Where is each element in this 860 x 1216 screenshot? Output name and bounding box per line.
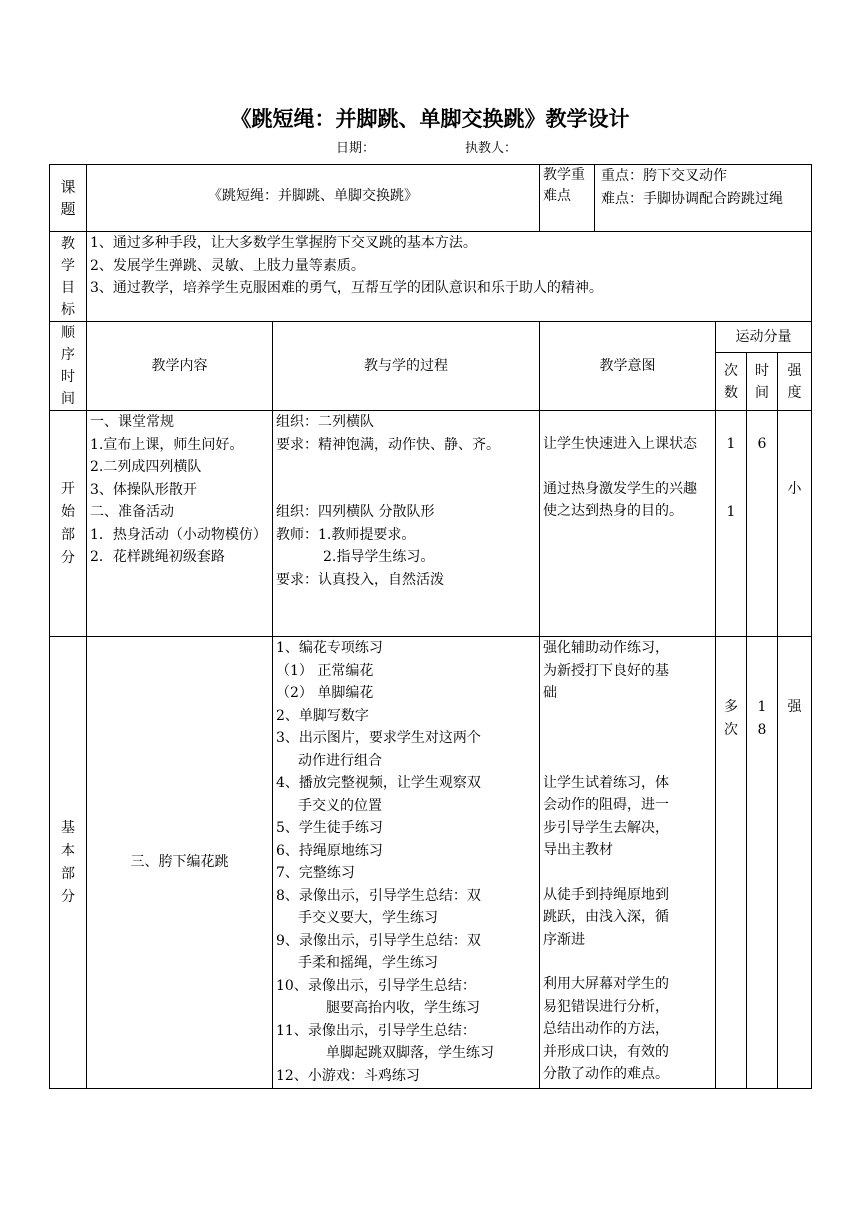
goals-label: 教学目标 (50, 232, 87, 322)
intent-text: 让学生快速进入上课状态 (543, 436, 697, 452)
col-process: 教与学的过程 (273, 322, 540, 411)
start-intensity (778, 411, 812, 637)
goals-row (50, 232, 812, 322)
intent-line: 础 (543, 685, 557, 701)
col-load: 运动分量 (716, 322, 812, 353)
intent-line: 为新授打下良好的基 (543, 662, 669, 679)
start-intent (540, 411, 716, 637)
col-content: 教学内容 (87, 322, 273, 411)
process-line: 6、持绳原地练习 (276, 842, 383, 859)
process-line: 1、编花专项练习 (276, 640, 383, 656)
intent-line: 分散了动作的难点。 (543, 1066, 669, 1082)
content-line: 1.宣布上课，师生问好。 (90, 436, 244, 453)
process-line: 教师：1.教师提要求。 (276, 526, 416, 543)
intensity-value: 小 (787, 481, 802, 497)
keypoint-content (595, 165, 789, 231)
content-line: 一、课堂常规 (90, 414, 174, 430)
process-line: 10、录像出示，引导学生总结： (276, 977, 476, 994)
process-line: 11、录像出示，引导学生总结： (276, 1022, 476, 1039)
content-line: 3、体操队形散开 (90, 481, 197, 498)
goal-item: 1、通过多种手段，让大多数学生掌握胯下交叉跳的基本方法。 (90, 235, 477, 251)
process-line: 4、播放完整视频，让学生观察双 (276, 775, 481, 791)
lesson-plan-table (49, 164, 812, 1089)
goal-item: 2、发展学生弹跳、灵敏、上肢力量等素质。 (90, 257, 365, 274)
col-intent: 教学意图 (540, 322, 716, 411)
duration-value: 6 (757, 436, 767, 452)
process-line: 手交义要大，学生练习 (298, 910, 438, 926)
intent-line: 序渐进 (543, 931, 585, 948)
process-line: 12、小游戏：斗鸡练习 (276, 1067, 420, 1084)
content-line: 二、准备活动 (90, 504, 174, 520)
key-point: 重点：胯下交叉动作 (601, 168, 727, 184)
intent-line: 总结出动作的方法， (543, 1021, 669, 1037)
intent-line: 从徒手到持绳原地到 (543, 886, 669, 903)
start-times (716, 411, 747, 637)
start-content (87, 411, 273, 637)
teacher-label: 执教人： (465, 141, 518, 156)
intent-line: 跳跃，由浅入深，循 (543, 909, 669, 925)
start-section (50, 411, 812, 637)
content-line: 2．花样跳绳初级套路 (90, 549, 225, 565)
process-line: 动作进行组合 (298, 752, 382, 769)
process-line: 组织：二列横队 (276, 414, 374, 430)
content-line: 2.二列成四列横队 (90, 459, 202, 475)
document-title: 《跳短绳：并脚跳、单脚交换跳》教学设计 (230, 107, 630, 131)
intent-line: 易犯错误进行分析， (543, 998, 669, 1015)
basic-process (273, 637, 540, 1089)
intent-text: 使之达到热身的目的。 (543, 503, 683, 519)
topic-text: 《跳短绳：并脚跳、单脚交换跳》 (87, 165, 540, 232)
start-duration (747, 411, 778, 637)
topic-label: 课题 (50, 165, 87, 232)
process-line: 8、录像出示，引导学生总结：双 (276, 887, 481, 904)
process-line: 要求：认真投入，自然活泼 (276, 571, 444, 588)
col-order-time: 顺序时间 (50, 322, 87, 411)
basic-section (50, 637, 812, 1089)
basic-times: 多次 (716, 637, 747, 1089)
basic-intent (540, 637, 716, 1089)
process-line: 手交义的位置 (298, 797, 382, 814)
process-line: 2、单脚写数字 (276, 707, 369, 724)
col-duration: 时间 (747, 353, 778, 411)
process-line: 2.指导学生练习。 (323, 549, 435, 565)
process-line: 手柔和摇绳，学生练习 (298, 955, 438, 971)
content-line: 1．热身活动（小动物模仿） (90, 526, 267, 543)
col-intensity: 强度 (778, 353, 812, 411)
start-label: 开始部分 (50, 411, 87, 637)
basic-label: 基本部分 (50, 637, 87, 1089)
process-line: 3、出示图片，要求学生对这两个 (276, 730, 481, 746)
intent-line: 让学生试着练习，体 (543, 774, 669, 791)
process-line: 腿要高抬内收，学生练习 (326, 1000, 480, 1016)
goals-content (87, 232, 812, 322)
topic-row (50, 165, 812, 232)
process-line: 组织：四列横队 分散队形 (276, 504, 435, 520)
process-line: 7、完整练习 (276, 865, 355, 881)
process-line: （1） 正常编花 (276, 662, 374, 679)
intent-line: 利用大屏幕对学生的 (543, 976, 669, 992)
intent-line: 步引导学生去解决， (543, 819, 669, 836)
keypoint-cell (540, 165, 812, 232)
process-line: （2） 单脚编花 (276, 685, 374, 701)
times-value: 1 (726, 436, 736, 452)
process-line: 单脚起跳双脚落，学生练习 (326, 1045, 494, 1061)
difficulty: 难点：手脚协调配合跨跳过绳 (601, 190, 783, 207)
times-value: 1 (726, 503, 736, 520)
intent-line: 导出主教材 (543, 842, 613, 858)
goal-item: 3、通过教学，培养学生克服困难的勇气，互帮互学的团队意识和乐于助人的精神。 (90, 280, 603, 296)
header-row (50, 322, 812, 353)
intent-line: 并形成口诀，有效的 (543, 1043, 669, 1060)
basic-content: 三、胯下编花跳 (87, 637, 273, 1089)
start-process (273, 411, 540, 637)
intent-line: 会动作的阻碍，进一 (543, 797, 669, 813)
process-line: 9、录像出示，引导学生总结：双 (276, 932, 481, 949)
intent-text: 通过热身激发学生的兴趣 (543, 480, 697, 497)
process-line: 5、学生徒手练习 (276, 820, 383, 836)
basic-duration: 18 (747, 637, 778, 1089)
process-line: 要求：精神饱满，动作快、静、齐。 (276, 436, 500, 453)
col-times: 次数 (716, 353, 747, 411)
basic-intensity: 强 (778, 637, 812, 1089)
intent-line: 强化辅助动作练习， (543, 640, 669, 656)
keypoint-label: 教学重难点 (540, 165, 595, 231)
date-label: 日期： (336, 141, 376, 156)
